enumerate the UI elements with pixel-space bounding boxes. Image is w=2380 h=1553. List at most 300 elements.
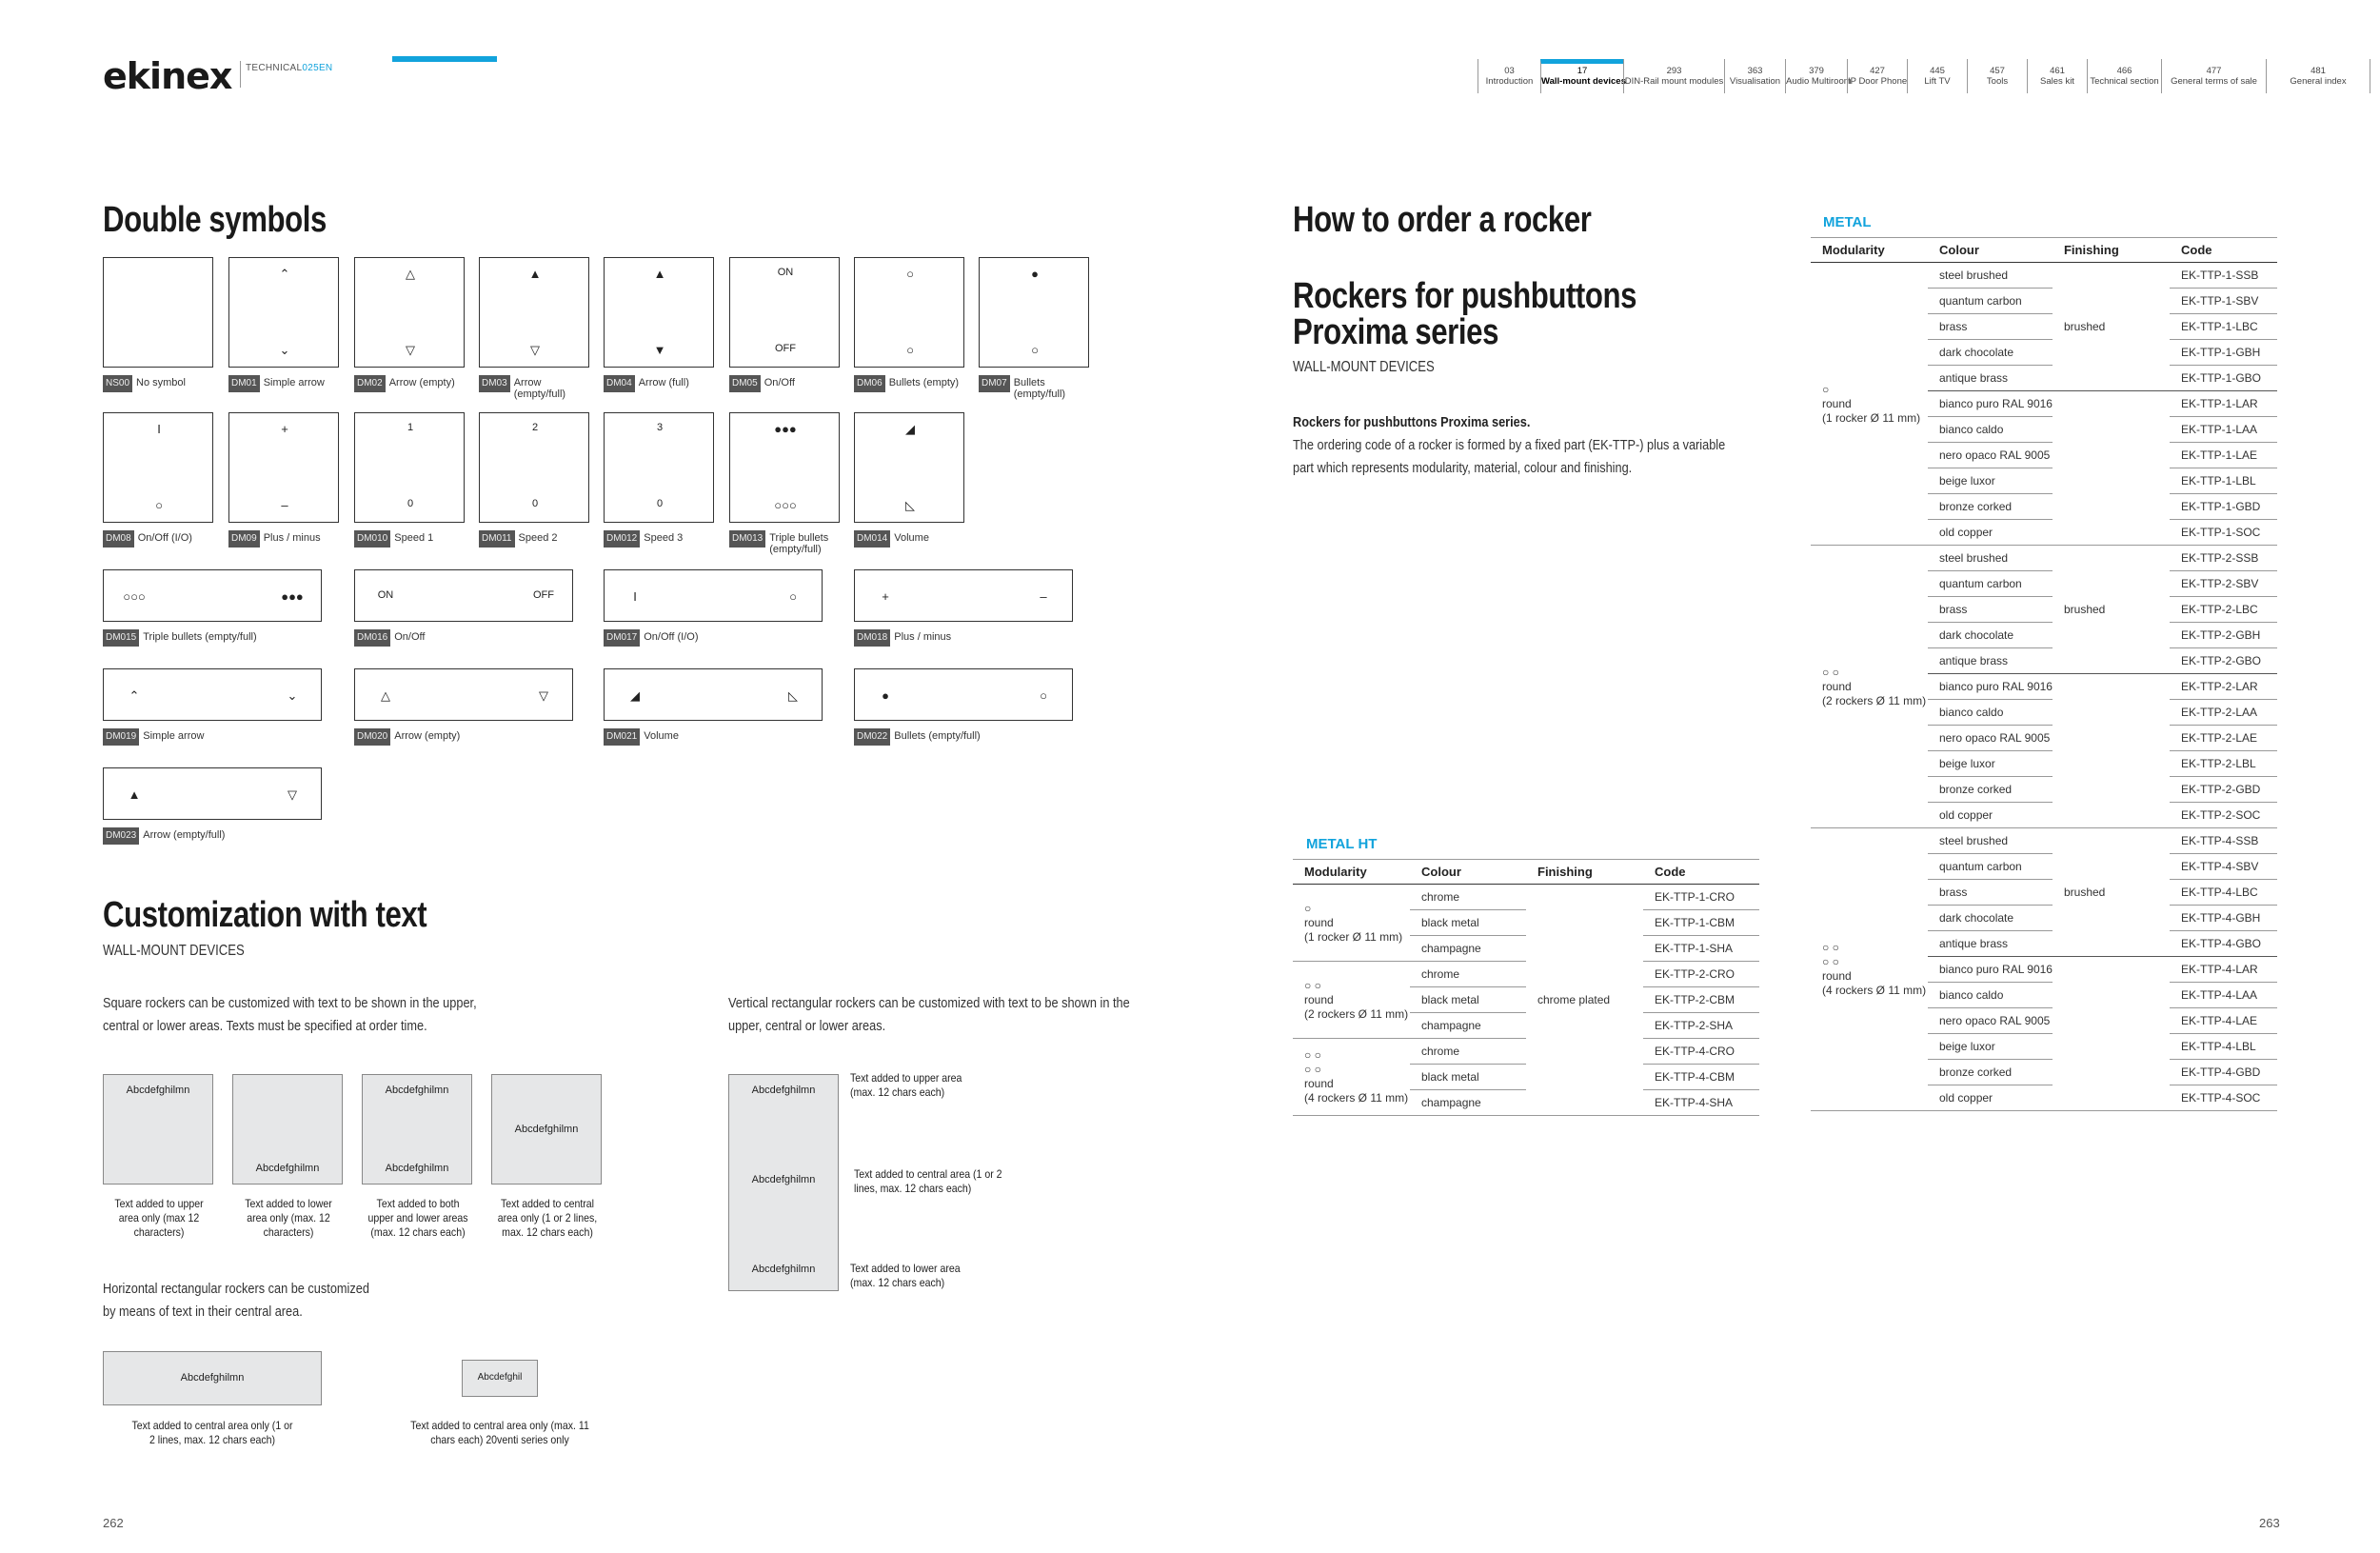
section-tab[interactable]: 477 General terms of sale (2161, 59, 2266, 93)
finishing-cell-empty (2053, 391, 2170, 546)
brand-logo: ekinex (103, 55, 232, 97)
page-number-left: 262 (103, 1516, 124, 1530)
section-tab[interactable]: 461 Sales kit (2027, 59, 2087, 93)
symbol-label (103, 629, 257, 647)
symbol-code: DM012 (604, 530, 640, 548)
symbol-left: ON (377, 589, 394, 601)
caption-v-upper: Text added to upper area (max. 12 chars each) (850, 1071, 962, 1099)
modularity-cell: ○ ○ ○ ○ round (4 rockers Ø 11 mm) (1811, 828, 1928, 1111)
colour-cell: dark chocolate (1928, 340, 2053, 366)
colour-cell: bianco caldo (1928, 417, 2053, 443)
symbol-top: ▲ (528, 267, 542, 281)
symbol-name: Plus / minus (263, 532, 321, 544)
symbol-box (604, 412, 714, 523)
symbol-name: Volume (894, 532, 929, 544)
symbol-label (979, 375, 1090, 400)
th-finishing: Finishing (1526, 860, 1643, 885)
symbol-name: No symbol (136, 377, 186, 388)
small-rocker-20venti: Abcdefghil (462, 1360, 538, 1397)
finishing-cell: brushed (2053, 546, 2170, 674)
caption-v-central: Text added to central area (1 or 2 lines, max. 12 chars each) (854, 1167, 1002, 1195)
symbol-left: + (882, 589, 889, 604)
colour-cell: antique brass (1928, 648, 2053, 674)
colour-cell: champagne (1410, 1090, 1526, 1116)
wide-symbol-box (604, 668, 823, 721)
symbol-name: Triple bullets (empty/full) (769, 532, 829, 555)
colour-cell: steel brushed (1928, 828, 2053, 854)
code-cell: EK-TTP-1-SBV (2170, 289, 2277, 314)
code-cell: EK-TTP-2-LAA (2170, 700, 2277, 726)
symbol-label (604, 728, 679, 746)
colour-cell: quantum carbon (1928, 854, 2053, 880)
symbol-box (854, 257, 964, 368)
code-cell: EK-TTP-1-LAA (2170, 417, 2277, 443)
symbol-top: ●●● (774, 422, 797, 436)
symbol-top: ON (777, 267, 794, 278)
code-cell: EK-TTP-2-LAE (2170, 726, 2277, 751)
wide-symbol-box (354, 569, 573, 622)
wide-symbol-box (854, 668, 1073, 721)
symbol-name: Arrow (empty/full) (143, 829, 226, 841)
symbol-bottom: ○ (1031, 343, 1039, 357)
code-cell: EK-TTP-2-SHA (1643, 1013, 1759, 1039)
modularity-cell: ○ round (1 rocker Ø 11 mm) (1293, 885, 1410, 962)
code-cell: EK-TTP-4-GBD (2170, 1060, 2277, 1085)
code-cell: EK-TTP-1-CBM (1643, 910, 1759, 936)
symbol-top: 3 (656, 422, 664, 433)
metal-ht-title: METAL HT (1306, 836, 1378, 852)
th-modularity: Modularity (1811, 238, 1928, 263)
code-cell: EK-TTP-1-GBH (2170, 340, 2277, 366)
wide-symbol-box (103, 569, 322, 622)
symbol-top: △ (406, 267, 415, 281)
double-symbols-title: Double symbols (103, 200, 327, 240)
symbol-label (354, 375, 455, 392)
code-cell: EK-TTP-2-SOC (2170, 803, 2277, 828)
accent-bar (392, 56, 497, 62)
symbol-left: ▲ (128, 787, 141, 802)
code-cell: EK-TTP-4-GBH (2170, 906, 2277, 931)
section-tab[interactable]: 03 Introduction (1478, 59, 1540, 93)
metal-table (1811, 237, 2277, 1111)
symbol-code: DM04 (604, 375, 635, 392)
symbol-label (228, 375, 325, 392)
code-cell: EK-TTP-1-LAE (2170, 443, 2277, 468)
order-subtitle: WALL-MOUNT DEVICES (1293, 359, 1435, 375)
symbol-right: ○ (1040, 688, 1047, 703)
symbol-box (228, 257, 339, 368)
colour-cell: steel brushed (1928, 263, 2053, 289)
symbol-label (604, 530, 683, 548)
symbol-bottom: 0 (531, 498, 539, 509)
code-cell: EK-TTP-4-SOC (2170, 1085, 2277, 1111)
code-cell: EK-TTP-4-LBL (2170, 1034, 2277, 1060)
symbol-name: Simple arrow (143, 730, 205, 742)
code-cell: EK-TTP-4-SBV (2170, 854, 2277, 880)
symbol-label (604, 375, 689, 392)
symbol-bottom: ▽ (406, 343, 415, 357)
symbol-top: 1 (407, 422, 414, 433)
symbol-bottom: ⌄ (279, 343, 290, 357)
code-cell: EK-TTP-1-SOC (2170, 520, 2277, 546)
symbol-name: Volume (644, 730, 679, 742)
symbol-box (103, 257, 213, 368)
finishing-cell-empty (2053, 957, 2170, 1111)
symbol-code: DM021 (604, 728, 640, 746)
section-tab[interactable]: 481 General index (2266, 59, 2370, 93)
caption-lower: Text added to lower area only (max. 12 characters) (245, 1197, 332, 1239)
symbol-top: ◢ (905, 422, 915, 436)
vertical-rockers-text: Vertical rectangular rockers can be customized with text to be shown in the upper, central or lower areas. (728, 995, 1130, 1034)
symbol-code: DM02 (354, 375, 386, 392)
symbol-code: DM06 (854, 375, 885, 392)
symbol-right: ○ (789, 589, 797, 604)
symbol-bottom: 0 (656, 498, 664, 509)
symbol-code: DM020 (354, 728, 390, 746)
section-tab[interactable]: 427 IP Door Phone (1847, 59, 1907, 93)
table-row (1811, 263, 2277, 289)
section-tab[interactable]: 17 Wall-mount devices (1540, 59, 1623, 93)
caption-h-small: Text added to central area only (max. 11 chars each) 20venti series only (410, 1419, 589, 1446)
symbol-label (103, 530, 192, 548)
code-cell: EK-TTP-4-SHA (1643, 1090, 1759, 1116)
symbol-code: DM07 (979, 375, 1010, 392)
colour-cell: beige luxor (1928, 1034, 2053, 1060)
symbol-left: ⌃ (129, 688, 140, 703)
code-cell: EK-TTP-4-SSB (2170, 828, 2277, 854)
caption-upper: Text added to upper area only (max 12 characters) (114, 1197, 204, 1239)
colour-cell: brass (1928, 314, 2053, 340)
symbol-code: DM013 (729, 530, 765, 548)
square-rocker-upper: Abcdefghilmn (103, 1074, 213, 1185)
code-cell: EK-TTP-4-LAA (2170, 983, 2277, 1008)
symbol-label (729, 375, 795, 392)
code-cell: EK-TTP-2-CBM (1643, 987, 1759, 1013)
symbol-label (354, 629, 425, 647)
colour-cell: bianco puro RAL 9016 (1928, 957, 2053, 983)
colour-cell: bianco puro RAL 9016 (1928, 674, 2053, 700)
symbol-label (854, 728, 981, 746)
symbol-name: On/Off (764, 377, 795, 388)
table-row (1811, 546, 2277, 571)
finishing-cell-empty (2053, 674, 2170, 828)
symbol-label (854, 530, 929, 548)
symbol-box (729, 412, 840, 523)
symbol-left: I (633, 589, 637, 604)
symbol-code: DM010 (354, 530, 390, 548)
code-cell: EK-TTP-4-LAE (2170, 1008, 2277, 1034)
caption-h-central: Text added to central area only (1 or 2 lines, max. 12 chars each) (131, 1419, 293, 1446)
th-modularity: Modularity (1293, 860, 1410, 885)
symbol-code: DM05 (729, 375, 761, 392)
wide-symbol-box (354, 668, 573, 721)
symbol-label (479, 530, 557, 548)
symbol-code: DM017 (604, 629, 640, 647)
catalog-code: TECHNICAL025EN (246, 63, 333, 73)
symbol-code: DM018 (854, 629, 890, 647)
symbol-box (979, 257, 1089, 368)
symbol-name: On/Off (394, 631, 426, 643)
square-rocker-lower: Abcdefghilmn (232, 1074, 343, 1185)
code-cell: EK-TTP-2-GBH (2170, 623, 2277, 648)
symbol-code: DM08 (103, 530, 134, 548)
colour-cell: antique brass (1928, 366, 2053, 391)
th-colour: Colour (1410, 860, 1526, 885)
code-cell: EK-TTP-2-SBV (2170, 571, 2277, 597)
symbol-code: DM01 (228, 375, 260, 392)
rockers-title-line2: Proxima series (1293, 312, 1498, 352)
colour-cell: beige luxor (1928, 468, 2053, 494)
symbol-name: Speed 2 (518, 532, 558, 544)
code-cell: EK-TTP-4-CRO (1643, 1039, 1759, 1065)
symbol-name: Arrow (empty) (394, 730, 461, 742)
finishing-cell: brushed (2053, 263, 2170, 391)
code-cell: EK-TTP-4-LAR (2170, 957, 2277, 983)
colour-cell: black metal (1410, 910, 1526, 936)
order-title: How to order a rocker (1293, 200, 1592, 240)
symbol-box (479, 412, 589, 523)
code-cell: EK-TTP-2-LAR (2170, 674, 2277, 700)
section-tab[interactable]: 466 Technical section (2087, 59, 2161, 93)
vertical-rocker: Abcdefghilmn Abcdefghilmn Abcdefghilmn (728, 1074, 839, 1291)
symbol-bottom: OFF (775, 343, 796, 354)
symbol-name: Bullets (empty/full) (1013, 377, 1066, 400)
caption-central: Text added to central area only (1 or 2 lines, max. 12 chars each) (497, 1197, 598, 1239)
symbol-bottom: ◺ (905, 498, 915, 512)
order-intro-text: The ordering code of a rocker is formed by a fixed part (EK-TTP-) plus a variable part which represents modularity, material, colour and finishing. (1293, 437, 1726, 476)
symbol-box (103, 412, 213, 523)
colour-cell: steel brushed (1928, 546, 2053, 571)
colour-cell: champagne (1410, 936, 1526, 962)
symbol-label (354, 530, 433, 548)
code-cell: EK-TTP-4-GBO (2170, 931, 2277, 957)
symbol-name: On/Off (I/O) (644, 631, 699, 643)
section-tab[interactable]: 363 Visualisation (1724, 59, 1785, 93)
symbol-right: ⌄ (287, 688, 298, 703)
wide-symbol-box (103, 767, 322, 820)
symbol-label (228, 530, 321, 548)
square-rocker-central: Abcdefghilmn (491, 1074, 602, 1185)
colour-cell: antique brass (1928, 931, 2053, 957)
symbol-label (103, 827, 225, 845)
symbol-top: + (281, 422, 288, 436)
colour-cell: quantum carbon (1928, 289, 2053, 314)
symbol-box (228, 412, 339, 523)
code-cell: EK-TTP-2-CRO (1643, 962, 1759, 987)
colour-cell: bianco caldo (1928, 983, 2053, 1008)
symbol-code: DM014 (854, 530, 890, 548)
section-tab[interactable]: 457 Tools (1967, 59, 2027, 93)
page-number-right: 263 (2259, 1516, 2280, 1530)
finishing-cell: chrome plated (1526, 885, 1643, 1116)
colour-cell: bianco puro RAL 9016 (1928, 391, 2053, 417)
logo-divider (240, 61, 241, 88)
code-cell: EK-TTP-2-GBD (2170, 777, 2277, 803)
square-rockers-text: Square rockers can be customized with text to be shown in the upper, central or lower areas. Texts must be specified at order time. (103, 995, 477, 1034)
symbol-box (604, 257, 714, 368)
colour-cell: bronze corked (1928, 494, 2053, 520)
symbol-label (604, 629, 699, 647)
code-cell: EK-TTP-1-GBO (2170, 366, 2277, 391)
colour-cell: nero opaco RAL 9005 (1928, 1008, 2053, 1034)
symbol-right: ◺ (788, 688, 798, 703)
symbol-right: OFF (533, 589, 554, 601)
th-colour: Colour (1928, 238, 2053, 263)
wide-symbol-box (103, 668, 322, 721)
symbol-label (729, 530, 845, 555)
colour-cell: bianco caldo (1928, 700, 2053, 726)
customization-subtitle: WALL-MOUNT DEVICES (103, 943, 245, 959)
th-finishing: Finishing (2053, 238, 2170, 263)
symbol-bottom: ○ (906, 343, 914, 357)
code-cell: EK-TTP-1-GBD (2170, 494, 2277, 520)
symbol-left: ● (882, 688, 889, 703)
symbol-code: DM022 (854, 728, 890, 746)
code-cell: EK-TTP-2-LBL (2170, 751, 2277, 777)
symbol-code: DM011 (479, 530, 515, 548)
symbol-right: ▽ (539, 688, 548, 703)
th-code: Code (1643, 860, 1759, 885)
symbol-bottom: 0 (407, 498, 414, 509)
colour-cell: quantum carbon (1928, 571, 2053, 597)
section-tabs (1478, 59, 2370, 93)
symbol-top: 2 (531, 422, 539, 433)
colour-cell: dark chocolate (1928, 906, 2053, 931)
colour-cell: bronze corked (1928, 1060, 2053, 1085)
symbol-box (729, 257, 840, 368)
colour-cell: chrome (1410, 1039, 1526, 1065)
symbol-code: DM019 (103, 728, 139, 746)
symbol-label (479, 375, 590, 400)
symbol-box (479, 257, 589, 368)
colour-cell: nero opaco RAL 9005 (1928, 443, 2053, 468)
modularity-cell: ○ ○ ○ ○ round (4 rockers Ø 11 mm) (1293, 1039, 1410, 1116)
code-cell: EK-TTP-2-SSB (2170, 546, 2277, 571)
colour-cell: nero opaco RAL 9005 (1928, 726, 2053, 751)
symbol-code: DM09 (228, 530, 260, 548)
section-tab[interactable]: 379 Audio Multiroom (1785, 59, 1847, 93)
colour-cell: black metal (1410, 987, 1526, 1013)
colour-cell: bronze corked (1928, 777, 2053, 803)
metal-ht-table (1293, 859, 1759, 1116)
symbol-name: Speed 1 (394, 532, 434, 544)
symbol-top: ▲ (653, 267, 666, 281)
code-cell: EK-TTP-1-LBL (2170, 468, 2277, 494)
code-cell: EK-TTP-1-SSB (2170, 263, 2277, 289)
code-cell: EK-TTP-1-SHA (1643, 936, 1759, 962)
colour-cell: old copper (1928, 803, 2053, 828)
symbol-right: – (1040, 589, 1047, 604)
code-cell: EK-TTP-1-CRO (1643, 885, 1759, 910)
symbol-name: Simple arrow (263, 377, 325, 388)
symbol-code: NS00 (103, 375, 132, 392)
symbol-right: ●●● (281, 589, 304, 604)
colour-cell: brass (1928, 597, 2053, 623)
symbol-label (103, 375, 186, 392)
colour-cell: dark chocolate (1928, 623, 2053, 648)
symbol-box (354, 412, 465, 523)
colour-cell: brass (1928, 880, 2053, 906)
symbol-name: On/Off (I/O) (137, 532, 192, 544)
code-cell: EK-TTP-1-LBC (2170, 314, 2277, 340)
modularity-cell: ○ round (1 rocker Ø 11 mm) (1811, 263, 1928, 546)
symbol-left: △ (381, 688, 390, 703)
symbol-name: Bullets (empty) (888, 377, 960, 388)
code-cell: EK-TTP-2-GBO (2170, 648, 2277, 674)
symbol-right: ▽ (288, 787, 297, 802)
colour-cell: chrome (1410, 885, 1526, 910)
symbol-code: DM015 (103, 629, 139, 647)
symbol-name: Arrow (empty/full) (513, 377, 566, 400)
code-cell: EK-TTP-4-CBM (1643, 1065, 1759, 1090)
customization-title: Customization with text (103, 895, 427, 935)
symbol-name: Triple bullets (empty/full) (143, 631, 257, 643)
symbol-top: I (157, 422, 161, 436)
section-tab[interactable]: 293 DIN-Rail mount modules (1623, 59, 1724, 93)
code-cell: EK-TTP-4-LBC (2170, 880, 2277, 906)
symbol-box (854, 412, 964, 523)
code-cell: EK-TTP-2-LBC (2170, 597, 2277, 623)
table-row (1811, 828, 2277, 854)
symbol-box (354, 257, 465, 368)
symbol-name: Plus / minus (894, 631, 952, 643)
finishing-cell: brushed (2053, 828, 2170, 957)
horizontal-rocker: Abcdefghilmn (103, 1351, 322, 1405)
symbol-label (103, 728, 204, 746)
rockers-title-line1: Rockers for pushbuttons (1293, 276, 1637, 316)
colour-cell: old copper (1928, 1085, 2053, 1111)
modularity-cell: ○ ○ round (2 rockers Ø 11 mm) (1811, 546, 1928, 828)
caption-both: Text added to both upper and lower areas (max. 12 chars each) (367, 1197, 468, 1239)
symbol-bottom: – (281, 498, 288, 512)
colour-cell: old copper (1928, 520, 2053, 546)
colour-cell: champagne (1410, 1013, 1526, 1039)
symbol-code: DM023 (103, 827, 139, 845)
code-cell: EK-TTP-1-LAR (2170, 391, 2277, 417)
wide-symbol-box (854, 569, 1073, 622)
horizontal-rockers-text: Horizontal rectangular rockers can be customized by means of text in their central area. (103, 1281, 369, 1320)
th-code: Code (2170, 238, 2277, 263)
colour-cell: chrome (1410, 962, 1526, 987)
symbol-bottom: ▽ (530, 343, 540, 357)
symbol-bottom: ▼ (653, 343, 666, 357)
symbol-code: DM016 (354, 629, 390, 647)
symbol-name: Speed 3 (644, 532, 684, 544)
symbol-bottom: ○○○ (774, 498, 797, 512)
modularity-cell: ○ ○ round (2 rockers Ø 11 mm) (1293, 962, 1410, 1039)
symbol-top: ⌃ (279, 267, 290, 281)
symbol-bottom: ○ (155, 498, 163, 512)
symbol-left: ○○○ (123, 589, 146, 604)
symbol-label (854, 375, 959, 392)
section-tab[interactable]: 445 Lift TV (1907, 59, 1967, 93)
caption-v-lower: Text added to lower area (max. 12 chars each) (850, 1262, 961, 1289)
symbol-name: Bullets (empty/full) (894, 730, 981, 742)
wide-symbol-box (604, 569, 823, 622)
symbol-top: ○ (906, 267, 914, 281)
symbol-code: DM03 (479, 375, 510, 392)
order-intro-bold: Rockers for pushbuttons Proxima series. (1293, 414, 1531, 430)
symbol-top: ● (1031, 267, 1039, 281)
symbol-name: Arrow (empty) (388, 377, 455, 388)
symbol-name: Arrow (full) (638, 377, 689, 388)
symbol-label (354, 728, 460, 746)
symbol-left: ◢ (630, 688, 640, 703)
table-row (1293, 885, 1759, 910)
colour-cell: beige luxor (1928, 751, 2053, 777)
colour-cell: black metal (1410, 1065, 1526, 1090)
square-rocker-both: Abcdefghilmn Abcdefghilmn (362, 1074, 472, 1185)
